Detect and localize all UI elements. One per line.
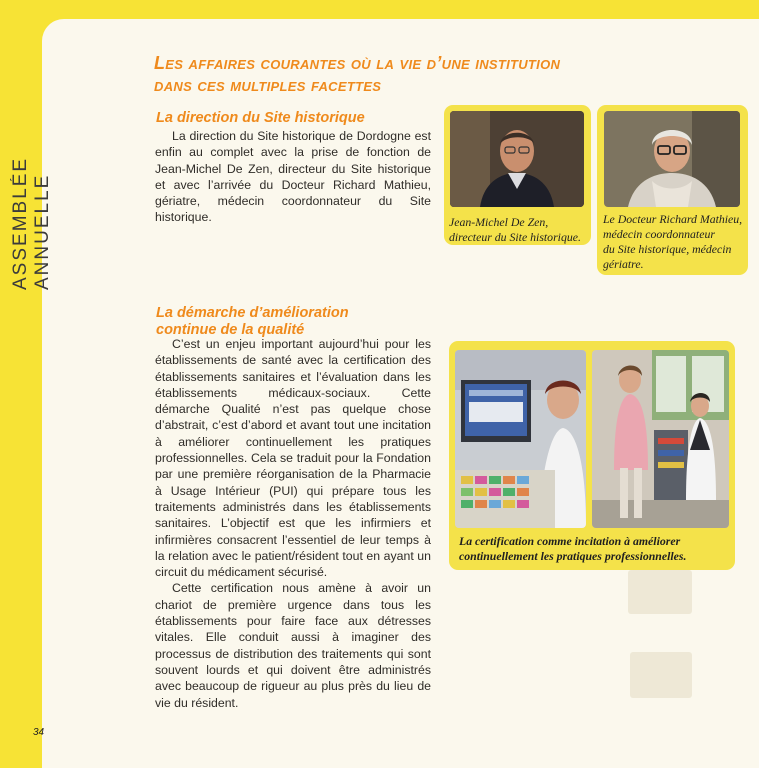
caption-line: directeur du Site historique. bbox=[449, 230, 581, 244]
paragraph: La direction du Site historique de Dordogne est enfin au complet avec la prise de fonction de Jean-Michel De Zen, directeur du Site historique et avec l’arrivée du Docteur Richard Mathieu, gériatre, médecin coordonnateur du Site historique. bbox=[155, 129, 431, 225]
bleed-through-block bbox=[630, 652, 692, 698]
bleed-through-block bbox=[628, 570, 692, 614]
page-title-line: Les affaires courantes où la vie d’une institution bbox=[154, 53, 561, 73]
paragraph: C’est un enjeu important aujourd’hui pour les établissements de santé avec la certification des établissements sanitaires et l’évaluation dans les établissements médicaux-sociaux. Cette démarche Qualité n’est pas quelque chose d’abstrait, c’est d’abord et avant tout une incitation à améliorer continuellement les pratiques professionnelles. Cela se traduit pour la Fondation par une première réorganisation de la Pharmacie à Usage Intérieur (PUI) qui prépare tous les traitements administrés dans les établissements sanitaires. L’objectif est que les infirmiers et infirmières consacrent l’essentiel de leur temps à la relation avec le patient/résident tout en ayant un circuit du médicament sécurisé. bbox=[155, 337, 431, 580]
photo-card-director bbox=[444, 105, 591, 245]
section-title-direction: La direction du Site historique bbox=[156, 110, 365, 126]
caption-line: du Site historique, médecin bbox=[603, 242, 732, 256]
page-number: 34 bbox=[33, 727, 45, 738]
section-body-direction bbox=[155, 128, 431, 226]
pharmacy-image bbox=[455, 350, 586, 528]
page-title bbox=[154, 52, 614, 96]
photo-card-doctor bbox=[597, 105, 748, 275]
page-title-line: dans ces multiples facettes bbox=[154, 75, 382, 95]
portrait-image bbox=[604, 111, 740, 207]
caption-line: Jean-Michel De Zen, bbox=[449, 215, 549, 229]
caption-line: gériatre. bbox=[603, 257, 644, 271]
section-title-quality bbox=[156, 305, 349, 339]
director-photo bbox=[450, 111, 584, 207]
photo-caption-director bbox=[449, 215, 589, 245]
pharmacy-photo bbox=[455, 350, 586, 528]
section-body-quality bbox=[155, 336, 431, 711]
sidebar-title: ASSEMBLÉE ANNUELLE bbox=[10, 156, 53, 290]
doctor-photo bbox=[604, 111, 740, 207]
care-staff-photo bbox=[592, 350, 729, 528]
care-staff-image bbox=[592, 350, 729, 528]
section-title-line: La démarche d’amélioration bbox=[156, 305, 349, 321]
caption-line: Le Docteur Richard Mathieu, bbox=[603, 212, 743, 226]
caption-line: médecin coordonnateur bbox=[603, 227, 715, 241]
portrait-image bbox=[450, 111, 584, 207]
photo-caption-doctor bbox=[603, 212, 747, 272]
photo-card-quality bbox=[449, 341, 735, 570]
photo-caption-quality bbox=[459, 534, 731, 564]
caption-line: continuellement les pratiques professionnelles. bbox=[459, 549, 687, 563]
section-title-line: continue de la qualité bbox=[156, 322, 305, 338]
paragraph: Cette certification nous amène à avoir un chariot de première urgence dans tous les établissements pour faire face aux détresses vitales. Elle conduit aussi à imaginer des processus de distribution des traitements qui sont souvent lourds et qui doivent être administrés avec beaucoup de rigueur au plus près du lieu de vie du résident. bbox=[155, 581, 431, 710]
caption-line: La certification comme incitation à améliorer bbox=[459, 534, 681, 548]
